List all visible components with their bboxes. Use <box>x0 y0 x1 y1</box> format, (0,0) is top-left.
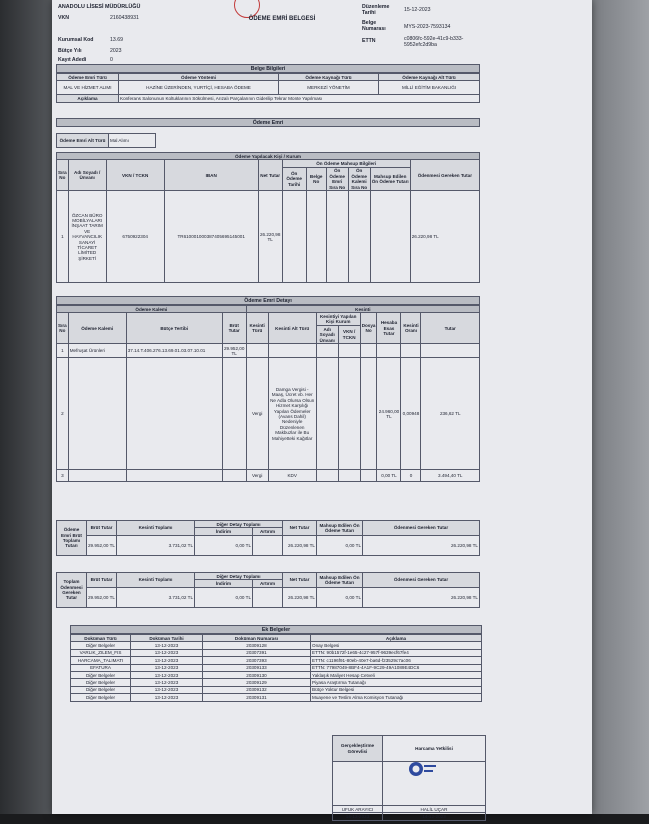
detay-row-2-oran: 0,00948 <box>401 358 421 470</box>
odeme-kaynagi-turu: MERKEZİ YÖNETİM <box>279 81 379 95</box>
col-on-odeme-tarihi: Ön Ödeme Tarihi <box>282 167 306 191</box>
harcama-label: Harcama Yetkilisi <box>383 736 486 762</box>
ek-row-3-tur: HARCAMA_TALIMATI <box>71 657 131 664</box>
background-shadow-left <box>0 0 52 824</box>
kisi-unvan: ÖZCAN BÜRO MOBİLYALARI İNŞAAT TARIM VE HAYVANCILIK SANAYİ TİCARET LİMİTED ŞİRKETİ <box>68 191 106 283</box>
totals-2-col-net: Net Tutar <box>283 573 317 588</box>
col-butce-tertibi: Bütçe Tertibi <box>126 313 222 344</box>
belge-numarasi-value: MYS-2023-7593134 <box>404 24 451 30</box>
ek-row-2-tarih: 13-12-2023 <box>131 649 203 656</box>
col-dokuman-tarihi: Doküman Tarihi <box>131 635 203 642</box>
detay-table <box>56 305 480 482</box>
duzenleme-tarihi-label: Düzenleme Tarihi <box>362 4 390 16</box>
mahsup-title: Ön Ödeme Mahsup Bilgileri <box>282 160 410 167</box>
detay-title: Ödeme Emri Detayı <box>56 296 480 305</box>
detay-row-2-hesap: 24.960,00 TL <box>377 358 401 470</box>
kisi-net-tutar: 26.220,98 TL <box>258 191 282 283</box>
vkn-value: 2160438931 <box>110 15 139 21</box>
totals-1-col-kesinti: Kesinti Toplamı <box>117 521 195 536</box>
detay-row-1-tertip: 37.14.T.406.276.13.69.01.03.07.10.01 <box>126 344 222 358</box>
ek-row-2-tur: VARLIK_ZILEM_FIS <box>71 649 131 656</box>
ek-row-6-tarih: 13-12-2023 <box>131 679 203 686</box>
detay-row-3-sira: 3 <box>57 470 69 482</box>
totals-1-label: Ödeme Emri Brüt Toplamı Tutarı <box>57 521 87 556</box>
ek-row-5-aciklama: Yaklaşık Maliyet Hesap Cetveli <box>311 672 482 679</box>
form-title: ÖDEME EMRİ BELGESİ <box>248 16 316 22</box>
ek-belgeler-table <box>70 634 482 702</box>
kisi-iban: TR610001000387405695145001 <box>164 191 258 283</box>
ek-row-6-no: 20309129 <box>203 679 311 686</box>
detay-row-3-oran: 0 <box>401 470 421 482</box>
totals-1-net: 26.220,98 TL <box>283 535 317 555</box>
school-name: ANADOLU LİSESİ MÜDÜRLÜĞÜ <box>58 4 141 10</box>
ek-belgeler-title: Ek Belgeler <box>70 625 482 634</box>
detay-row-2-tutar: 236,62 TL <box>421 358 480 470</box>
odeme-emri-alt-turu-label: Ödeme Emri Alt Türü <box>57 134 109 148</box>
ek-row-3-aciklama: ETTN: c1196f91-80eb-40e7-ba6d-f23529c7ac06 <box>311 657 482 664</box>
e-signature-stamp-icon <box>406 758 438 780</box>
col-ek-aciklama: Açıklama <box>311 635 482 642</box>
detay-row-3-alt: KDV <box>268 470 316 482</box>
detay-row-2-vkn <box>338 358 360 470</box>
detay-row-3-tutar: 3.494,40 TL <box>421 470 480 482</box>
totals-2-brut: 29.952,00 TL <box>87 587 117 607</box>
ek-row-4-no: 20309133 <box>203 664 311 671</box>
kurumsal-kod-label: Kurumsal Kod <box>58 37 94 43</box>
col-odenmesi-gereken: Ödenmesi Gereken Tutar <box>410 160 479 191</box>
harcama-name: HALİL UÇAR <box>383 806 486 813</box>
kisi-on-odeme-tarihi <box>282 191 306 283</box>
totals-1-kesinti: 3.731,02 TL <box>117 535 195 555</box>
col-dokuman-numarasi: Doküman Numarası <box>203 635 311 642</box>
detay-row-1-tutar <box>421 344 480 358</box>
col-net-tutar: Net Tutar <box>258 160 282 191</box>
detay-row-1-hesap <box>377 344 401 358</box>
belge-numarasi-label: Belge Numarası <box>362 20 386 32</box>
detay-row-3-kalem <box>68 470 126 482</box>
totals-1-odenmesi: 26.220,98 TL <box>363 535 480 555</box>
detay-row-1-kalem: Mefruşat Ürünleri <box>68 344 126 358</box>
ek-row-4-aciklama: ETTN: 77987049-8BF4-4A1F-9C29-49A1089E4DC6 <box>311 664 482 671</box>
totals-1-col-artirim: Artırım <box>253 528 283 535</box>
aciklama-value: Konferans Salonunun Koltuklarının Sökülmesi, Arızalı Parçalarının Giderilip Tekrar Monte Yapılması <box>119 95 480 102</box>
kisi-vkn: 6750922304 <box>106 191 164 283</box>
belge-bilgileri-table <box>56 73 480 103</box>
detay-row-1-oran <box>401 344 421 358</box>
totals-1-col-mahsup: Mahsup Edilen Ön Ödeme Tutarı <box>317 521 363 536</box>
detay-row-3-vkn <box>338 470 360 482</box>
col-detay-sira: Sıra No <box>57 313 69 344</box>
ek-row-5-no: 20309130 <box>203 672 311 679</box>
col-odeme-kaynagi-alt-turu: Ödeme Kaynağı Alt Türü <box>379 74 480 81</box>
col-odeme-kalemi: Ödeme Kalemi <box>68 313 126 344</box>
kisi-belge-no <box>306 191 326 283</box>
ek-row-6-tur: Diğer Belgeler <box>71 679 131 686</box>
ek-row-1-tur: Diğer Belgeler <box>71 642 131 649</box>
kisi-sira: 1 <box>57 191 69 283</box>
ek-row-8-tur: Diğer Belgeler <box>71 694 131 701</box>
odeme-emri-alt-turu-table <box>56 133 156 148</box>
vkn-label: VKN <box>58 15 69 21</box>
odeme-kaynagi-alt-turu: MİLLİ EĞİTİM BAKANLIĞI <box>379 81 480 95</box>
detay-row-1-adi <box>316 344 338 358</box>
detay-row-1-alt <box>268 344 316 358</box>
detay-row-3-adi <box>316 470 338 482</box>
totals-2-mahsup: 0,00 TL <box>317 587 363 607</box>
odeme-emri-alt-turu-value: Mal Alımı <box>109 134 156 148</box>
detay-row-1-vkn <box>338 344 360 358</box>
gerceklestirme-name: UFUK ARAYICI <box>333 806 383 813</box>
detay-row-3-tertip <box>126 470 222 482</box>
ek-row-4-tarih: 13-12-2023 <box>131 664 203 671</box>
ek-row-6-aciklama: Piyasa Araştırma Tutanağı <box>311 679 482 686</box>
butce-yili-value: 2023 <box>110 48 122 54</box>
totals-1-mahsup: 0,00 TL <box>317 535 363 555</box>
odeme-emri-turu: MAL VE HİZMET ALIMI <box>57 81 119 95</box>
totals-1-indirim: 0,00 TL <box>195 535 253 555</box>
col-iban: IBAN <box>164 160 258 191</box>
detay-row-1-brut: 29.952,00 TL <box>223 345 245 356</box>
ek-row-3-no: 20307393 <box>203 657 311 664</box>
ek-row-1-no: 20309128 <box>203 642 311 649</box>
totals-2-odenmesi: 26.220,98 TL <box>363 587 480 607</box>
detay-row-1-sira: 1 <box>57 344 69 358</box>
totals-2-col-mahsup: Mahsup Edilen Ön Ödeme Tutarı <box>317 573 363 588</box>
col-kesinti-turu: Kesinti Türü <box>246 313 268 344</box>
totals-table-1 <box>56 520 480 556</box>
col-odeme-yontemi: Ödeme Yöntemi <box>119 74 279 81</box>
harcama-date: 14-12-2023 <box>383 813 486 820</box>
kisi-on-odeme-kalemi-sira <box>348 191 370 283</box>
background-shadow-bottom <box>0 814 649 824</box>
col-kesinti-vkn: VKN / TCKN <box>338 326 360 344</box>
background-shadow-right <box>592 0 649 824</box>
odeme-yontemi: HAZİNE ÜZERİNDEN, YURTİÇİ, HESABA ÖDEME <box>119 81 279 95</box>
gerceklestirme-date: 14-12-2023 <box>333 813 383 820</box>
kayit-adedi-value: 0 <box>110 57 113 63</box>
ek-row-2-no: 20307391 <box>203 649 311 656</box>
ek-row-8-no: 20309131 <box>203 694 311 701</box>
totals-2-net: 26.220,98 TL <box>283 587 317 607</box>
kisi-kurum-title: Ödeme Yapılacak Kişi / Kurum <box>57 153 480 160</box>
kesinti-kisi-title: Kesintiyi Yapılan Kişi Kurum <box>316 313 360 326</box>
odeme-kalemi-title: Ödeme Kalemi <box>57 306 247 313</box>
detay-row-2-tertip <box>126 358 222 470</box>
belge-bilgileri-title: Belge Bilgileri <box>56 64 480 73</box>
col-dokuman-turu: Doküman Türü <box>71 635 131 642</box>
detay-row-3-brut <box>222 470 246 482</box>
document-page <box>52 0 592 819</box>
odeme-yapilacak-kisi-table <box>56 152 480 283</box>
ek-row-7-aciklama: Bütçe Yoktur Belgesi <box>311 686 482 693</box>
ek-row-8-aciklama: Muayene ve Teslim Alma Komisyon Tutanağı <box>311 694 482 701</box>
butce-yili-label: Bütçe Yılı <box>58 48 82 54</box>
totals-2-col-artirim: Artırım <box>253 580 283 587</box>
col-mahsup-edilen: Mahsup Edilen Ön Ödeme Tutarı <box>370 167 410 191</box>
col-adi-soyadi: Adı Soyadı / Ünvanı <box>68 160 106 191</box>
detay-row-2-sira: 2 <box>57 358 69 470</box>
ek-row-8-tarih: 13-12-2023 <box>131 694 203 701</box>
col-on-odeme-emri-sira: Ön Ödeme Emri Sıra No <box>326 167 348 191</box>
gerceklestirme-label: Gerçekleştirme Görevlisi <box>333 736 383 762</box>
totals-2-col-diger: Diğer Detay Toplamı <box>195 573 283 580</box>
detay-row-3-dosya <box>360 470 377 482</box>
detay-row-2-adi <box>316 358 338 470</box>
col-kesinti-alt-turu: Kesinti Alt Türü <box>268 313 316 344</box>
ek-row-1-tarih: 13-12-2023 <box>131 642 203 649</box>
ek-row-7-no: 20309132 <box>203 686 311 693</box>
col-belge-no: Belge No <box>306 167 326 191</box>
detay-row-3-hesap: 0,00 TL <box>377 470 401 482</box>
totals-2-label: Toplam Ödenmesi Gereken Tutar <box>57 573 87 608</box>
detay-row-2-kalem <box>68 358 126 470</box>
ek-row-3-tarih: 13-12-2023 <box>131 657 203 664</box>
col-brut-tutar: Brüt Tutar <box>222 313 246 344</box>
ek-row-4-tur: EFATURA <box>71 664 131 671</box>
col-detay-tutar: Tutar <box>421 313 480 344</box>
detay-row-3-tur: Vergi <box>246 470 268 482</box>
ek-row-1-aciklama: Onay Belgesi <box>311 642 482 649</box>
totals-2-col-odenmesi: Ödenmesi Gereken Tutar <box>363 573 480 588</box>
totals-1-col-net: Net Tutar <box>283 521 317 536</box>
col-dosya-no: Dosya No <box>360 313 377 344</box>
kisi-mahsup-edilen <box>370 191 410 283</box>
kisi-on-odeme-emri-sira <box>326 191 348 283</box>
totals-2-col-brut: Brüt Tutar <box>87 573 117 588</box>
kisi-odenmesi-gereken: 26.220,98 TL <box>410 191 479 283</box>
kurumsal-kod-value: 13.69 <box>110 37 123 43</box>
totals-1-col-brut: Brüt Tutar <box>87 521 117 536</box>
col-on-odeme-kalemi-sira: Ön Ödeme Kalemi Sıra No <box>348 167 370 191</box>
col-odeme-kaynagi-turu: Ödeme Kaynağı Türü <box>279 74 379 81</box>
detay-row-2-brut <box>222 358 246 470</box>
totals-1-col-odenmesi: Ödenmesi Gereken Tutar <box>363 521 480 536</box>
aciklama-label: Açıklama <box>57 95 119 102</box>
ettn-label: ETTN <box>362 38 376 44</box>
detay-row-1-tur <box>246 344 268 358</box>
col-kesinti-adi: Adı Soyadı Ünvanı <box>316 326 338 344</box>
ettn-value: c0806fc-592e-41c9-b333-5952efc2d9ba <box>404 36 464 48</box>
odeme-emri-title: Ödeme Emri <box>56 118 480 127</box>
totals-2-col-indirim: İndirim <box>195 580 253 587</box>
totals-2-col-kesinti: Kesinti Toplamı <box>117 573 195 588</box>
detay-row-2-alt: Damga Vergisi - Maaş, Ücret vb. Her Ne Adla Olursa Olsun Hizmet Karşılığı Yapılan Ödemeler (Avans Dahil) Nedeniyle Düzenlenen Makbuzlar ile Bu Mahiyetteki Kağıtlar <box>268 358 316 470</box>
kayit-adedi-label: Kayıt Adedi <box>58 57 87 63</box>
totals-1-artirim <box>253 535 283 555</box>
totals-2-indirim: 0,00 TL <box>195 587 253 607</box>
col-hesaba-esas: Hesaba Esas Tutar <box>377 313 401 344</box>
col-vkn-tckn: VKN / TCKN <box>106 160 164 191</box>
gerceklestirme-signature <box>333 762 383 806</box>
ek-row-2-aciklama: ETTN: 90b1572f-1e65-4c27-957f-9639ecf67fe4 <box>311 649 482 656</box>
totals-1-brut: 29.952,00 TL <box>87 535 117 555</box>
col-sira-no: Sıra No <box>57 160 69 191</box>
kesinti-title: Kesinti <box>246 306 479 313</box>
detay-row-1-dosya <box>360 344 377 358</box>
ek-row-7-tarih: 13-12-2023 <box>131 686 203 693</box>
totals-2-artirim <box>253 587 283 607</box>
col-odeme-emri-turu: Ödeme Emri Türü <box>57 74 119 81</box>
totals-1-col-indirim: İndirim <box>195 528 253 535</box>
totals-table-2 <box>56 572 480 608</box>
ek-row-7-tur: Diğer Belgeler <box>71 686 131 693</box>
totals-2-kesinti: 3.731,02 TL <box>117 587 195 607</box>
detay-row-2-tur: Vergi <box>246 358 268 470</box>
col-kesinti-orani: Kesinti Oranı <box>401 313 421 344</box>
duzenleme-tarihi-value: 15-12-2023 <box>404 7 431 13</box>
detay-row-2-dosya <box>360 358 377 470</box>
ek-row-5-tur: Diğer Belgeler <box>71 672 131 679</box>
totals-1-col-diger: Diğer Detay Toplamı <box>195 521 283 528</box>
ek-row-5-tarih: 13-12-2023 <box>131 672 203 679</box>
